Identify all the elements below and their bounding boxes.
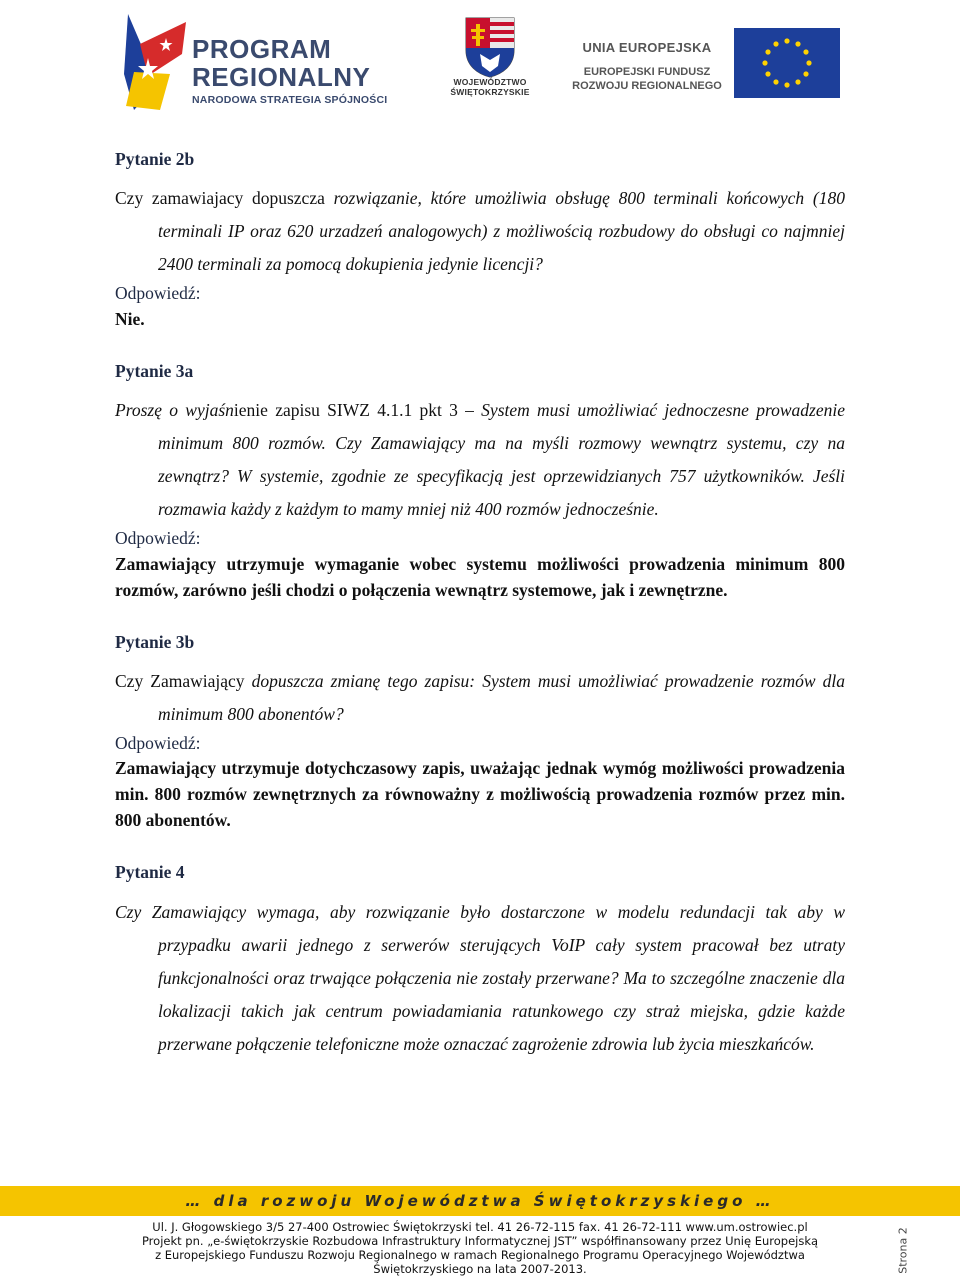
page-header bbox=[0, 0, 960, 125]
unia-europejska-logo bbox=[572, 28, 842, 108]
question-3b-lead: Czy Zamawiający bbox=[115, 670, 252, 691]
answer-2b-text: Nie. bbox=[115, 308, 145, 329]
program-regionalny-logo bbox=[120, 14, 420, 114]
question-2b-lead: Czy zamawiajacy dopuszcza bbox=[115, 188, 334, 209]
question-3a-lead-italic: Proszę o wyjaśn bbox=[115, 400, 234, 420]
question-2b-title: Pytanie 2b bbox=[115, 149, 195, 169]
footer-band: … dla rozwoju Województwa Świętokrzyskiego … bbox=[0, 1186, 960, 1216]
footer-project-line: Projekt pn. „e-świętokrzyskie Rozbudowa Infrastruktury Informatycznej JST” współfinansowany przez Unię Europejską bbox=[141, 1234, 819, 1248]
program-logo-line1: PROGRAM bbox=[192, 34, 332, 64]
ue-text-block bbox=[572, 40, 722, 94]
question-3a-text bbox=[115, 394, 845, 526]
question-3b-italic: dopuszcza zmianę tego zapisu: System musi umożliwiać prowadzenie rozmów dla minimum 800 abonentów? bbox=[158, 670, 845, 724]
page-number bbox=[888, 1227, 918, 1274]
wojewodztwo-line2: ŚWIĘTOKRZYSKIE bbox=[450, 86, 530, 97]
footer-fund-line: z Europejskiego Funduszu Rozwoju Regionalnego w ramach Regionalnego Programu Operacyjnego Województwa bbox=[155, 1248, 805, 1262]
wojewodztwo-line1: WOJEWÓDZTWO bbox=[453, 77, 527, 87]
ue-line2: EUROPEJSKI FUNDUSZ bbox=[583, 66, 711, 78]
question-4-text bbox=[115, 896, 845, 1061]
question-4-italic: Czy Zamawiający wymaga, aby rozwiązanie było dostarczone w modelu redundacji tak aby w przypadku awarii jednego z serwerów sterujących VoIP cały system pracował bez utraty funkcjonalności oraz trwające połączenia nie zostały przerwane? Ma to szczególne znaczenie dla lokalizacji takich jak centrum powiadamiania ratunkowego czy straż miejska, gdzie każde przerwane połączenie telefoniczne może oznaczać zagrożenie zdrowia lub życia mieszkańców. bbox=[115, 901, 845, 1054]
footer-address-block bbox=[110, 1220, 850, 1276]
question-3a-lead: ienie zapisu SIWZ 4.1.1 pkt 3 – bbox=[233, 400, 482, 420]
eu-flag-icon bbox=[734, 28, 840, 98]
answer-3a-label: Odpowiedź: bbox=[115, 528, 201, 548]
document-body bbox=[115, 146, 845, 1061]
coat-of-arms-icon bbox=[464, 16, 516, 78]
question-2b-italic: rozwiązanie, które umożliwia obsługę 800 terminali końcowych (180 terminali IP oraz 620 urzadzeń analogowych) z możliwością rozbudowy do obsługi co najmniej 2400 terminali za pomocą dokupienia jedynie licencji? bbox=[158, 188, 845, 275]
page-number-text: Strona 2 bbox=[896, 1227, 910, 1274]
question-2b-text bbox=[115, 182, 845, 281]
question-3a-title: Pytanie 3a bbox=[115, 360, 194, 381]
ue-line3: ROZWOJU REGIONALNEGO bbox=[572, 80, 722, 93]
question-3b-title: Pytanie 3b bbox=[115, 631, 195, 652]
program-logo-line3: NARODOWA STRATEGIA SPÓJNOŚCI bbox=[192, 94, 388, 106]
answer-3b-text: Zamawiający utrzymuje dotychczasowy zapis, uważając jednak wymóg możliwości prowadzenia min. 800 rozmów zewnętrznych za równoważny z możliwością prowadzenia rozmów przez min. 800 abonentów. bbox=[115, 758, 845, 831]
question-4-title: Pytanie 4 bbox=[115, 862, 185, 883]
question-3b-text bbox=[115, 665, 845, 731]
program-logo-line2: REGIONALNY bbox=[192, 62, 371, 92]
question-3a-italic: System musi umożliwiać jednoczesne prowadzenie minimum 800 rozmów. Czy Zamawiający ma na myśli rozmowy wewnątrz systemu, czy na zewnątrz? W systemie, zgodnie ze specyfikacją jest oprzewidzianych 757 użytkowników. Jeśli rozmawia każdy z każdym to mamy mniej niż 400 rozmów jednocześnie. bbox=[158, 400, 845, 519]
program-regionalny-emblem-icon bbox=[120, 14, 190, 114]
answer-3a-text: Zamawiający utrzymuje wymaganie wobec systemu możliwości prowadzenia minimum 800 rozmów, zarówno jeśli chodzi o połączenia wewnątrz systemowe, jak i zewnętrzne. bbox=[115, 553, 845, 600]
answer-2b-label: Odpowiedź: bbox=[115, 283, 201, 304]
wojewodztwo-logo bbox=[440, 16, 540, 106]
footer-period-line: Świętokrzyskiego na lata 2007-2013. bbox=[373, 1262, 587, 1276]
ue-line1: UNIA EUROPEJSKA bbox=[582, 40, 712, 55]
footer-address-line: Ul. J. Głogowskiego 3/5 27-400 Ostrowiec Świętokrzyski tel. 41 26-72-115 fax. 41 26-72-111 www.um.ostrowiec.pl bbox=[152, 1220, 808, 1234]
answer-3b-label: Odpowiedź: bbox=[115, 732, 201, 753]
